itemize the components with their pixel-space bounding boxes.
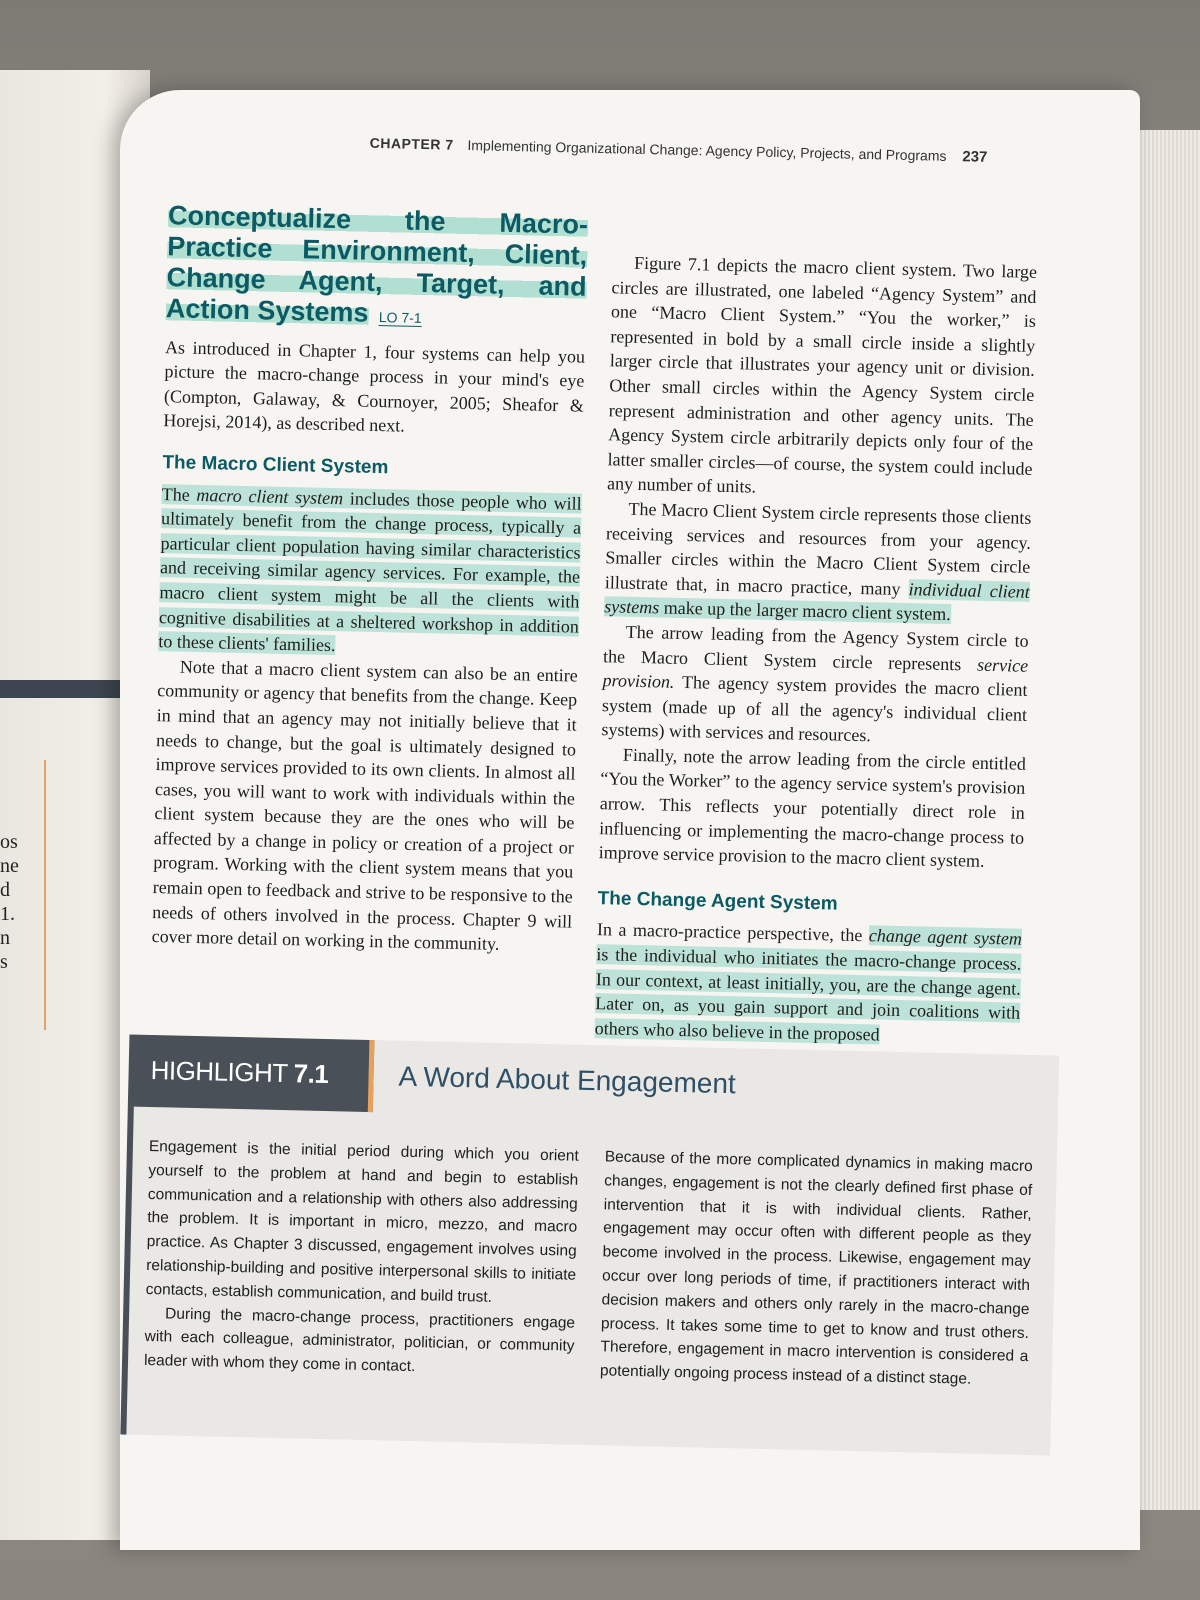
worker-arrow-paragraph: Finally, note the arrow leading from the circle entitled “You the Worker” to the agency service system's provision arrow. This reflects your potentially direct role in influencing or implementing the macro-change process to improve service provision to the macro client system. [598, 744, 1027, 872]
macro-client-heading: The Macro Client System [162, 452, 389, 479]
chapter-label: CHAPTER 7 [369, 134, 454, 153]
figure-description-paragraph: Figure 7.1 depicts the macro client system. Two large circles are illustrated, one labeled “Agency System” and one “Macro Client System.” “You the worker,” is represented in bold by a small circle inside a slightly larger circle that illustrates your agency unit or division. Other small circles within the Agency System circle represent administration and other agency units. The Agency System circle arbitrarily depicts only four of the latter smaller circles—of course, the system could include any number of units. [606, 252, 1038, 497]
section-heading: Conceptualize the Macro-Practice Environment, Client, Change Agent, Target, and Action Systems [165, 200, 589, 328]
left-page-rule [44, 760, 46, 1030]
term-service-provision: service provision. [602, 654, 1029, 692]
section-heading-block [166, 200, 589, 334]
highlight-right-paragraph-1: Because of the more complicated dynamics in making macro changes, engagement is not the clearly defined first phase of intervention that it is with individual clients. Rather, engagement may occur often with different people as they become involved in the process. Likewise, engagement may occur over long periods of time, if practitioners interact with decision makers and others only rarely in the macro-change process. It takes some time to get to know and trust others. Therefore, engagement in macro intervention is considered a potentially ongoing process instead of a distinct stage. [599, 1148, 1033, 1388]
chapter-title: Implementing Organizational Change: Agency Policy, Projects, and Programs [467, 136, 947, 164]
right-column [594, 250, 1037, 1050]
term-macro-client-system: macro client system [196, 484, 344, 508]
macro-client-paragraph-2: Note that a macro client system can also be an entire community or agency that benefits from the change. Keep in mind that an agency may not initially believe that it needs to change, but the goal is ultimately designed to improve services provided to its own clients. In almost all cases, you will want to work with individuals within the client system because they are the ones who will be affected by a change in policy or creation of a project or program. Working with the client system means that you remain open to feedback and strive to be responsive to the needs of others involved in the process. Chapter 9 will cover more detail on working in the community. [151, 656, 578, 955]
book-page [120, 90, 1140, 1550]
left-column [151, 200, 588, 958]
highlight-right-column [600, 1145, 1033, 1393]
page-number: 237 [962, 148, 988, 166]
highlight-left-column [144, 1135, 579, 1383]
page-content [143, 130, 1060, 1388]
highlight-title: A Word About Engagement [398, 1060, 737, 1100]
term-change-agent-system: change agent system [868, 925, 1023, 950]
macro-client-paragraph-1: The macro client system includes those people who will ultimately benefit from the change process, typically a particular client population having similar characteristics and receiving similar agency services. For example, the macro client system might be all the clients with cognitive disabilities at a sheltered workshop in addition to these clients' families. [158, 483, 582, 656]
service-provision-paragraph: The arrow leading from the Agency System circle to the Macro Client System circle represents service provision. The agency system provides the macro client system (made up of all the agency's individual client systems) with services and resources. [601, 621, 1029, 746]
highlight-number: 7.1 [293, 1058, 329, 1090]
page-edges [1130, 130, 1200, 1510]
running-head [370, 135, 1070, 168]
change-agent-paragraph: In a macro-practice perspective, the change agent system is the individual who initiates the macro-change process. In our context, at least initially, you, are the change agent. Later on, as you gain support and join coalitions with others who also believe in the proposed [594, 919, 1023, 1045]
highlight-side-rule [120, 1107, 133, 1435]
highlight-label-bar [128, 1035, 375, 1113]
change-agent-heading: The Change Agent System [597, 887, 838, 915]
highlight-box [120, 1035, 1059, 1456]
highlight-label: HIGHLIGHT [150, 1055, 289, 1089]
highlight-left-paragraph-1: Engagement is the initial period during which you orient yourself to the problem at hand and begin to establish communication and a relationship with others also addressing the problem. It is important in micro, mezzo, and macro practice. As Chapter 3 discussed, engagement involves using relationship-building and positive interpersonal skills to initiate contacts, establish communication, and build trust. [145, 1138, 580, 1306]
section-intro: As introduced in Chapter 1, four systems can help you picture the macro-change process in your mind's eye (Compton, Galaway, & Cournoyer, 2005; Sheafor & Horejsi, 2014), as described next. [163, 336, 586, 437]
highlight-left-paragraph-2: During the macro-change process, practitioners engage with each colleague, administrator, politician, or community leader with whom they come in contact. [143, 1305, 576, 1376]
learning-objective-tag: LO 7-1 [378, 309, 422, 326]
left-page-fragments: os ne d 1. n s [0, 831, 19, 973]
term-individual-client-systems: individual client systems [604, 578, 1030, 618]
macro-client-circle-paragraph: The Macro Client System circle represents those clients receiving services and resources from your agency. Smaller circles within the Macro Client System circle illustrate that, in macro practice, many individual client systems make up the larger macro client system. [604, 498, 1032, 625]
